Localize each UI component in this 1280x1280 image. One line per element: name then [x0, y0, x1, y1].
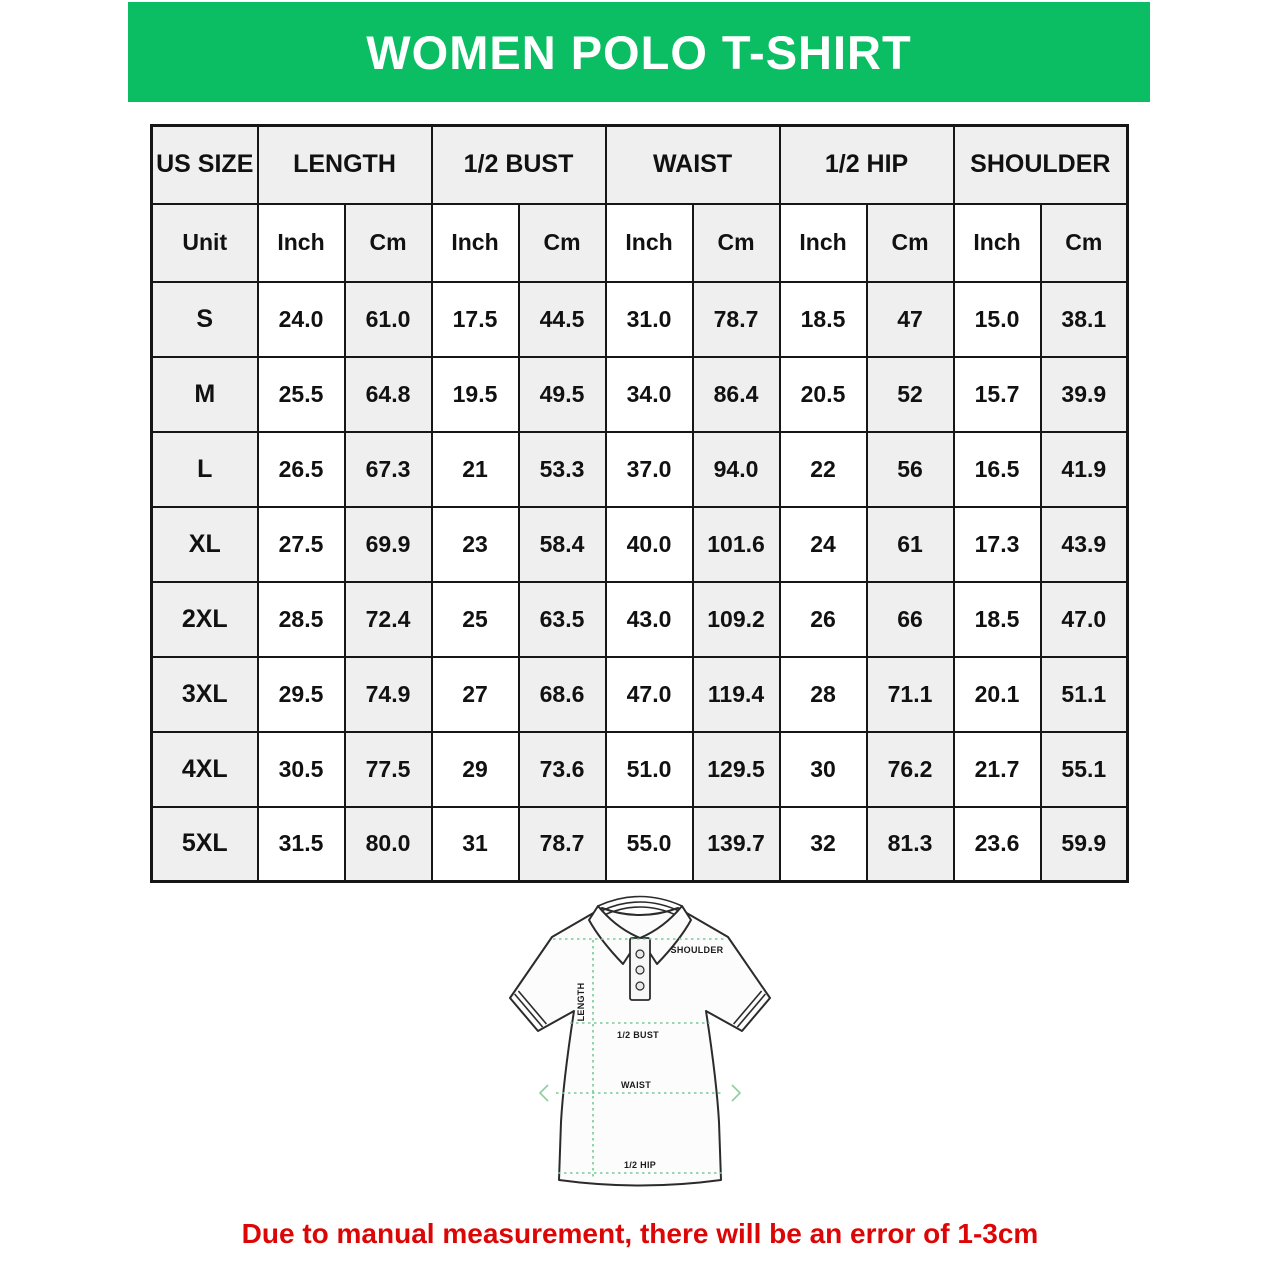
polo-shirt-drawing: [490, 882, 790, 1212]
value-cell: 28.5: [258, 582, 345, 657]
table-body: [152, 282, 1128, 882]
value-cell: 49.5: [519, 357, 606, 432]
value-cell: 26.5: [258, 432, 345, 507]
value-cell: 16.5: [954, 432, 1041, 507]
waist-arrow-left: [540, 1085, 548, 1101]
value-cell: 53.3: [519, 432, 606, 507]
value-cell: 30: [780, 732, 867, 807]
value-cell: 72.4: [345, 582, 432, 657]
value-cell: 66: [867, 582, 954, 657]
value-cell: 52: [867, 357, 954, 432]
unit-header-cell: Inch: [954, 204, 1041, 282]
value-cell: 28: [780, 657, 867, 732]
value-cell: 63.5: [519, 582, 606, 657]
unit-header-cell: Inch: [432, 204, 519, 282]
polo-shirt-diagram: [490, 882, 790, 1212]
value-cell: 38.1: [1041, 282, 1128, 357]
value-cell: 19.5: [432, 357, 519, 432]
value-cell: 39.9: [1041, 357, 1128, 432]
size-label-cell: L: [152, 432, 258, 507]
value-cell: 25: [432, 582, 519, 657]
value-cell: 71.1: [867, 657, 954, 732]
value-cell: 31.0: [606, 282, 693, 357]
value-cell: 18.5: [954, 582, 1041, 657]
size-label-cell: 5XL: [152, 807, 258, 882]
value-cell: 55.0: [606, 807, 693, 882]
value-cell: 40.0: [606, 507, 693, 582]
value-cell: 20.1: [954, 657, 1041, 732]
value-cell: 77.5: [345, 732, 432, 807]
button-3: [636, 982, 644, 990]
value-cell: 56: [867, 432, 954, 507]
size-label-cell: 2XL: [152, 582, 258, 657]
column-group-header: SHOULDER: [954, 126, 1128, 204]
value-cell: 80.0: [345, 807, 432, 882]
value-cell: 47.0: [1041, 582, 1128, 657]
value-cell: 86.4: [693, 357, 780, 432]
value-cell: 17.5: [432, 282, 519, 357]
value-cell: 139.7: [693, 807, 780, 882]
value-cell: 26: [780, 582, 867, 657]
value-cell: 43.9: [1041, 507, 1128, 582]
size-label-cell: M: [152, 357, 258, 432]
value-cell: 81.3: [867, 807, 954, 882]
unit-header-cell: Inch: [780, 204, 867, 282]
value-cell: 59.9: [1041, 807, 1128, 882]
table-row: [152, 357, 1128, 432]
value-cell: 67.3: [345, 432, 432, 507]
size-label-cell: S: [152, 282, 258, 357]
value-cell: 21: [432, 432, 519, 507]
table-header: [152, 126, 1128, 282]
unit-header-cell: Inch: [606, 204, 693, 282]
unit-row: [152, 204, 1128, 282]
value-cell: 78.7: [693, 282, 780, 357]
value-cell: 23.6: [954, 807, 1041, 882]
column-group-header: 1/2 BUST: [432, 126, 606, 204]
value-cell: 34.0: [606, 357, 693, 432]
measurement-note: Due to manual measurement, there will be an error of 1-3cm: [241, 1218, 1039, 1249]
value-cell: 17.3: [954, 507, 1041, 582]
table-row: [152, 732, 1128, 807]
unit-header-cell: Cm: [867, 204, 954, 282]
value-cell: 109.2: [693, 582, 780, 657]
waist-arrow-right: [732, 1085, 740, 1101]
value-cell: 27.5: [258, 507, 345, 582]
value-cell: 55.1: [1041, 732, 1128, 807]
value-cell: 21.7: [954, 732, 1041, 807]
table-row: [152, 582, 1128, 657]
value-cell: 58.4: [519, 507, 606, 582]
value-cell: 51.0: [606, 732, 693, 807]
unit-header-cell: Cm: [519, 204, 606, 282]
value-cell: 44.5: [519, 282, 606, 357]
value-cell: 47: [867, 282, 954, 357]
value-cell: 61.0: [345, 282, 432, 357]
value-cell: 15.7: [954, 357, 1041, 432]
bust-label: 1/2 BUST: [617, 1030, 659, 1040]
column-group-header: 1/2 HIP: [780, 126, 954, 204]
column-group-header: LENGTH: [258, 126, 432, 204]
value-cell: 47.0: [606, 657, 693, 732]
size-chart-table: [150, 124, 1129, 883]
shoulder-label: SHOULDER: [670, 945, 724, 955]
button-2: [636, 966, 644, 974]
value-cell: 29.5: [258, 657, 345, 732]
unit-header-cell: Cm: [693, 204, 780, 282]
value-cell: 64.8: [345, 357, 432, 432]
collar-band: [598, 897, 682, 916]
column-group-header: WAIST: [606, 126, 780, 204]
value-cell: 29: [432, 732, 519, 807]
value-cell: 24: [780, 507, 867, 582]
value-cell: 22: [780, 432, 867, 507]
value-cell: 30.5: [258, 732, 345, 807]
column-group-row: [152, 126, 1128, 204]
size-label-cell: 4XL: [152, 732, 258, 807]
length-label: LENGTH: [576, 982, 586, 1022]
value-cell: 74.9: [345, 657, 432, 732]
table-row: [152, 432, 1128, 507]
value-cell: 73.6: [519, 732, 606, 807]
unit-header-cell: Cm: [345, 204, 432, 282]
value-cell: 78.7: [519, 807, 606, 882]
value-cell: 76.2: [867, 732, 954, 807]
value-cell: 18.5: [780, 282, 867, 357]
button-1: [636, 950, 644, 958]
value-cell: 43.0: [606, 582, 693, 657]
column-group-header: US SIZE: [152, 126, 258, 204]
unit-header-cell: Cm: [1041, 204, 1128, 282]
value-cell: 37.0: [606, 432, 693, 507]
size-label-cell: XL: [152, 507, 258, 582]
table-row: [152, 807, 1128, 882]
title-banner: [128, 2, 1150, 102]
value-cell: 119.4: [693, 657, 780, 732]
value-cell: 24.0: [258, 282, 345, 357]
value-cell: 101.6: [693, 507, 780, 582]
value-cell: 129.5: [693, 732, 780, 807]
value-cell: 31: [432, 807, 519, 882]
value-cell: 69.9: [345, 507, 432, 582]
value-cell: 32: [780, 807, 867, 882]
waist-label: WAIST: [621, 1080, 651, 1090]
page-title: WOMEN POLO T-SHIRT: [366, 25, 912, 79]
table-row: [152, 282, 1128, 357]
value-cell: 15.0: [954, 282, 1041, 357]
table-row: [152, 657, 1128, 732]
hip-label: 1/2 HIP: [623, 1160, 657, 1170]
value-cell: 68.6: [519, 657, 606, 732]
value-cell: 51.1: [1041, 657, 1128, 732]
value-cell: 23: [432, 507, 519, 582]
value-cell: 31.5: [258, 807, 345, 882]
size-label-cell: 3XL: [152, 657, 258, 732]
unit-header-cell: Inch: [258, 204, 345, 282]
value-cell: 41.9: [1041, 432, 1128, 507]
value-cell: 94.0: [693, 432, 780, 507]
table-row: [152, 507, 1128, 582]
unit-header-cell: Unit: [152, 204, 258, 282]
value-cell: 20.5: [780, 357, 867, 432]
value-cell: 27: [432, 657, 519, 732]
value-cell: 61: [867, 507, 954, 582]
value-cell: 25.5: [258, 357, 345, 432]
